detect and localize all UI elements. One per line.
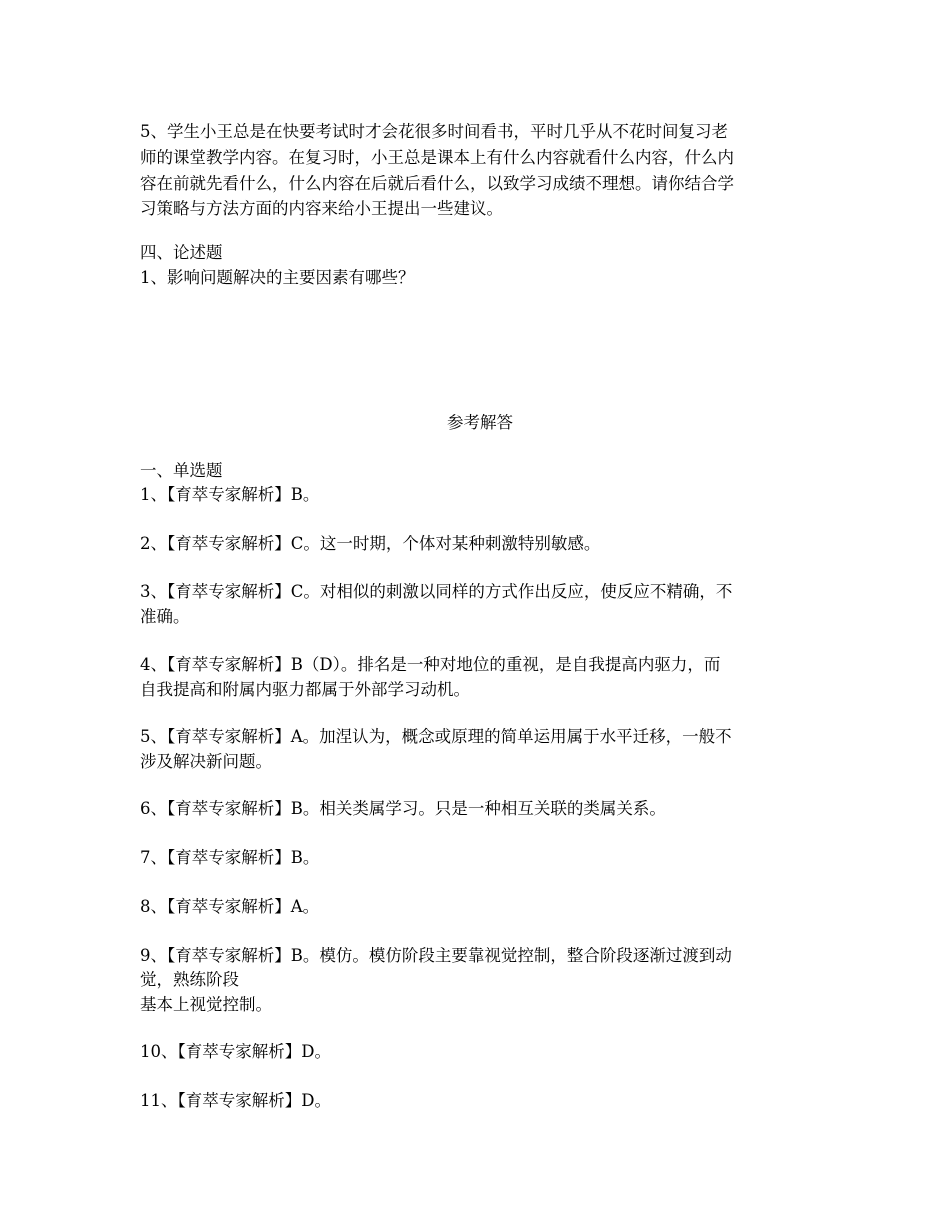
answer-5-line-1: 5、【育萃专家解析】A。加涅认为，概念或原理的简单运用属于水平迁移，一般不 <box>140 727 732 746</box>
answer-3-line-2: 准确。 <box>140 607 190 626</box>
question-5-line-4: 习策略与方法方面的内容来给小王提出一些建议。 <box>140 199 503 218</box>
essay-question-1: 1、影响问题解决的主要因素有哪些？ <box>140 268 415 287</box>
answer-7: 7、【育萃专家解析】B。 <box>140 848 320 867</box>
answer-4-line-1: 4、【育萃专家解析】B（D）。排名是一种对地位的重视，是自我提高内驱力，而 <box>140 655 721 674</box>
answers-title: 参考解答 <box>447 413 513 432</box>
section-1-heading: 一、单选题 <box>140 461 223 480</box>
answer-3-line-1: 3、【育萃专家解析】C。对相似的刺激以同样的方式作出反应，使反应不精确，不 <box>140 582 733 601</box>
answer-10: 10、【育萃专家解析】D。 <box>140 1042 331 1061</box>
answer-6: 6、【育萃专家解析】B。相关类属学习。只是一种相互关联的类属关系。 <box>140 799 666 818</box>
answer-4-line-2: 自我提高和附属内驱力都属于外部学习动机。 <box>140 680 470 699</box>
answer-8: 8、【育萃专家解析】A。 <box>140 897 320 916</box>
question-5-line-1: 5、学生小王总是在快要考试时才会花很多时间看书，平时几乎从不花时间复习老 <box>140 122 728 141</box>
section-4-heading: 四、论述题 <box>140 243 223 262</box>
answer-5-line-2: 涉及解决新问题。 <box>140 752 272 771</box>
question-5-line-3: 容在前就先看什么，什么内容在后就后看什么，以致学习成绩不理想。请你结合学 <box>140 174 734 193</box>
answer-9-line-1: 9、【育萃专家解析】B。模仿。模仿阶段主要靠视觉控制，整合阶段逐渐过渡到动 <box>140 946 732 965</box>
answer-1: 1、【育萃专家解析】B。 <box>140 485 320 504</box>
answer-11: 11、【育萃专家解析】D。 <box>140 1091 331 1110</box>
question-5-line-2: 师的课堂教学内容。在复习时，小王总是课本上有什么内容就看什么内容，什么内 <box>140 148 734 167</box>
answer-9-line-3: 基本上视觉控制。 <box>140 995 272 1014</box>
answer-2: 2、【育萃专家解析】C。这一时期，个体对某种刺激特别敏感。 <box>140 534 601 553</box>
answer-9-line-2: 觉，熟练阶段 <box>140 970 239 989</box>
